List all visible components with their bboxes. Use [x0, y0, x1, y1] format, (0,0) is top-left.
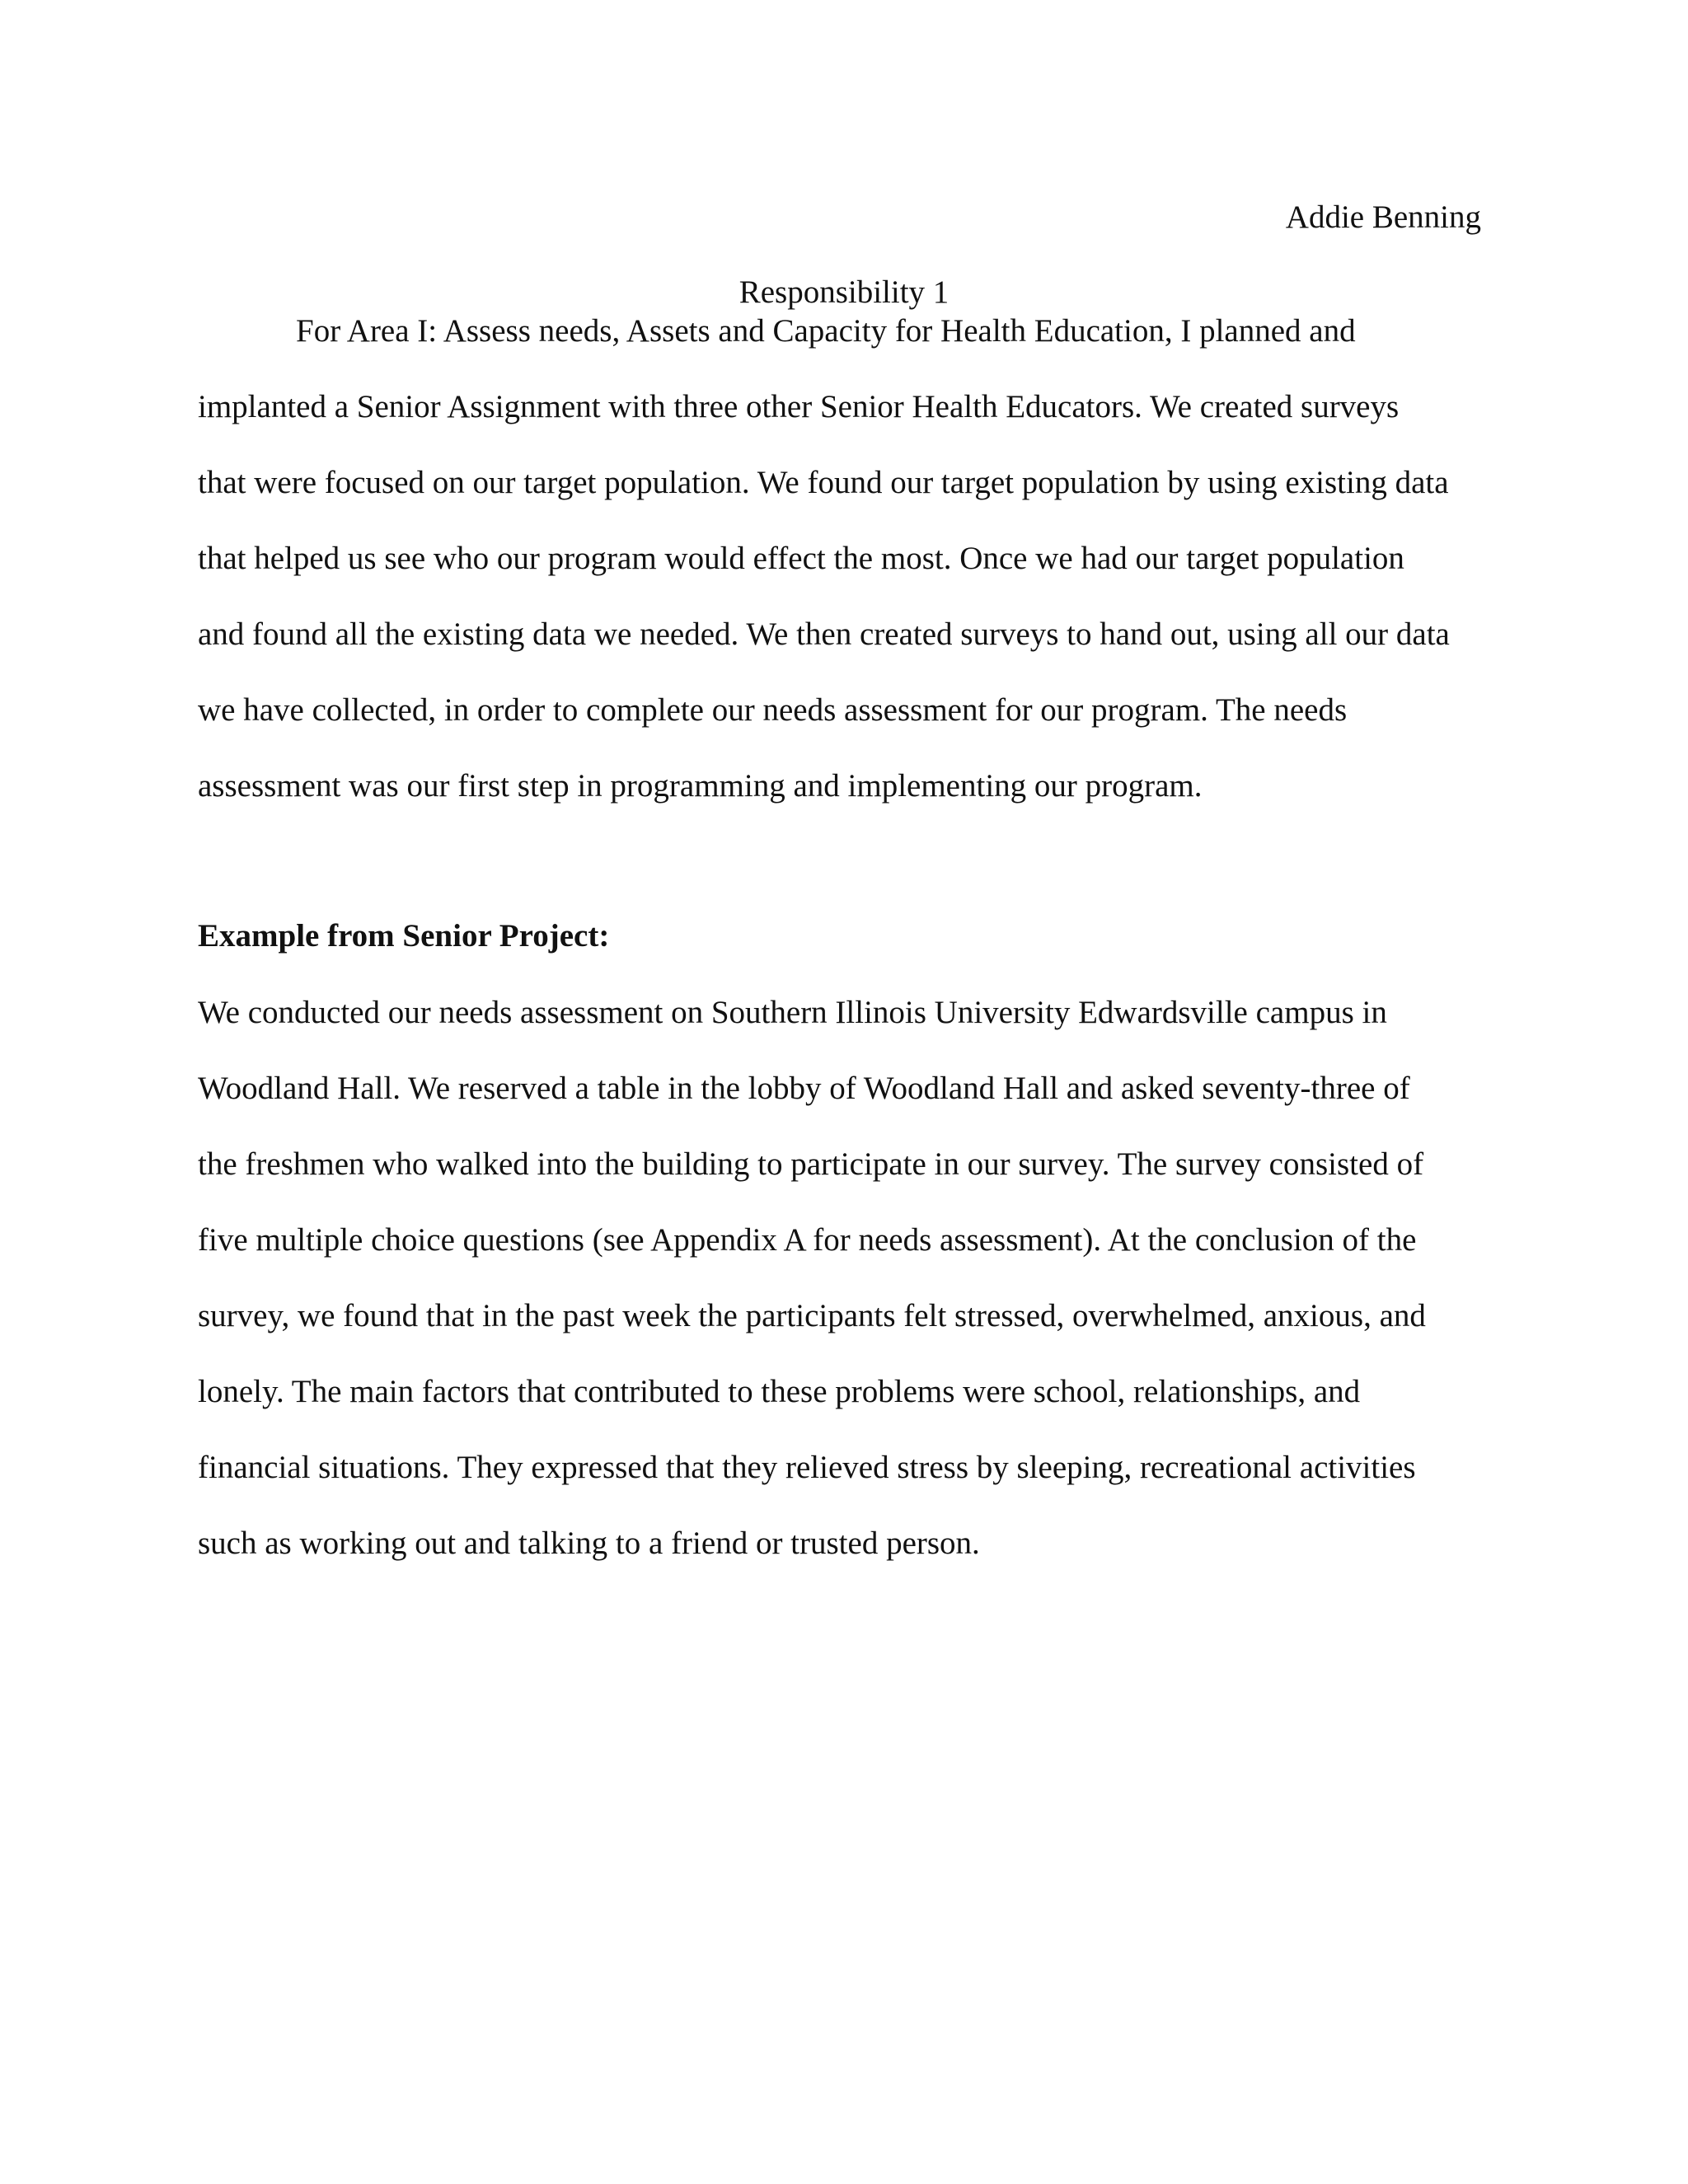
section-heading: Example from Senior Project:	[198, 918, 610, 954]
author-name: Addie Benning	[1285, 199, 1481, 235]
intro-paragraph	[198, 293, 1450, 824]
paragraph-line: financial situations. They expressed that they relieved stress by sleeping, recreational activities	[198, 1450, 1416, 1485]
paragraph-line: assessment was our first step in programming and implementing our program.	[198, 768, 1203, 804]
paragraph-line: We conducted our needs assessment on Southern Illinois University Edwardsville campus in	[198, 995, 1387, 1030]
paragraph-line: we have collected, in order to complete our needs assessment for our program. The needs	[198, 692, 1348, 728]
paragraph-line: such as working out and talking to a friend or trusted person.	[198, 1526, 980, 1561]
paragraph-line: that were focused on our target population. We found our target population by using existing data	[198, 465, 1449, 500]
paragraph-line: survey, we found that in the past week the participants felt stressed, overwhelmed, anxious, and	[198, 1298, 1426, 1333]
example-paragraph	[198, 975, 1426, 1582]
paragraph-line: implanted a Senior Assignment with three other Senior Health Educators. We created surveys	[198, 389, 1400, 424]
paragraph-line: lonely. The main factors that contributed to these problems were school, relationships, and	[198, 1374, 1361, 1409]
paragraph-line: five multiple choice questions (see Appendix A for needs assessment). At the conclusion of the	[198, 1222, 1417, 1258]
document-title: Responsibility 1	[738, 274, 950, 310]
paragraph-line: the freshmen who walked into the building to participate in our survey. The survey consisted of	[198, 1146, 1424, 1182]
paragraph-line: Woodland Hall. We reserved a table in the lobby of Woodland Hall and asked seventy-three of	[198, 1071, 1410, 1106]
paragraph-line: and found all the existing data we needed. We then created surveys to hand out, using all our data	[198, 616, 1450, 652]
paragraph-line: For Area I: Assess needs, Assets and Capacity for Health Education, I planned and	[296, 313, 1356, 349]
paragraph-line: that helped us see who our program would effect the most. Once we had our target population	[198, 541, 1404, 576]
